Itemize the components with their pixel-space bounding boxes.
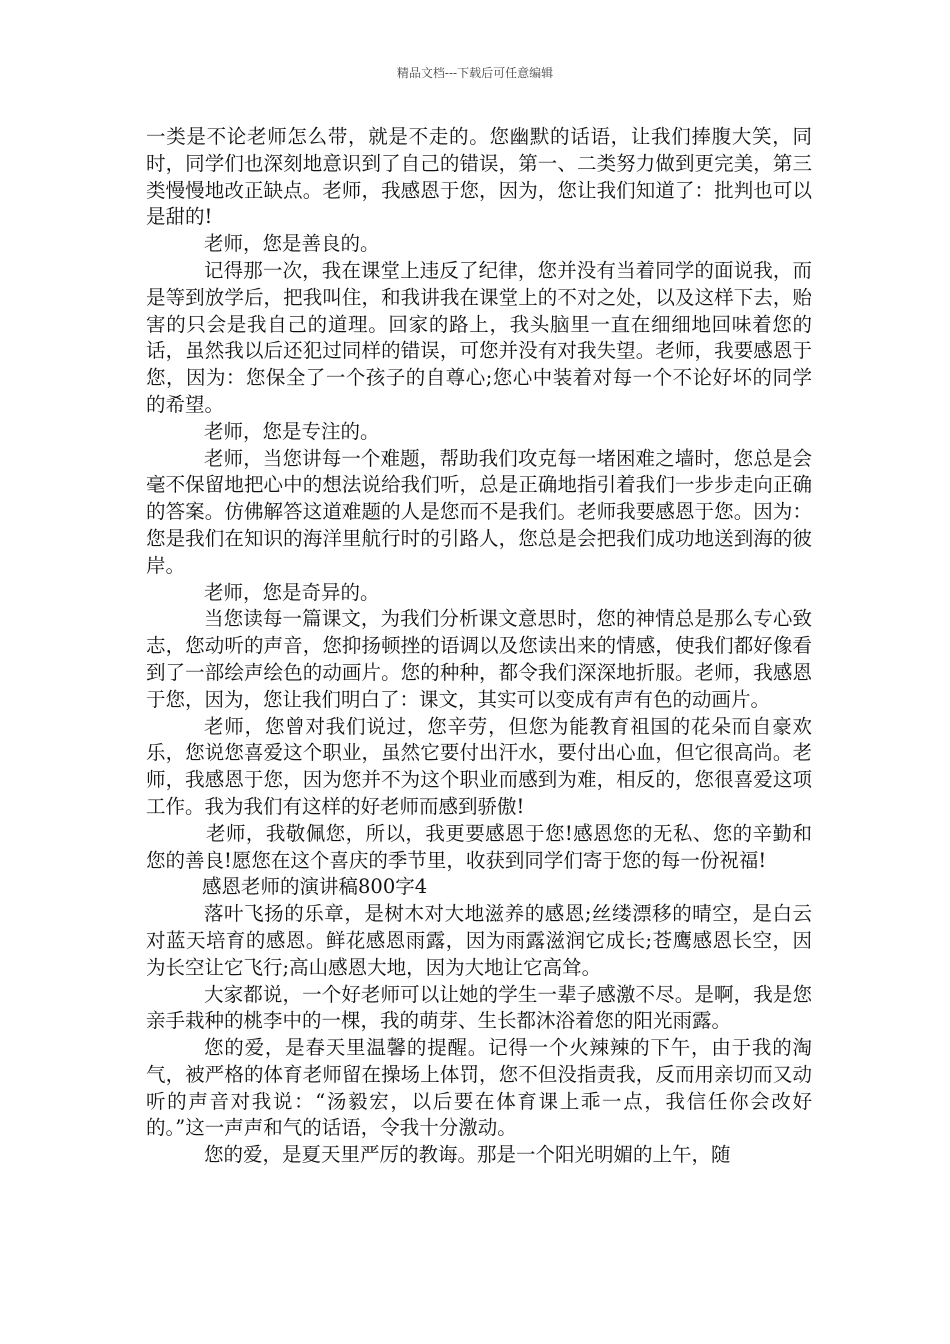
document-body <box>146 124 812 1169</box>
paragraph: 记得那一次，我在课堂上违反了纪律，您并没有当着同学的面说我，而是等到放学后，把我叫住，和我讲我在课堂上的不对之处，以及这样下去，贻害的只会是我自己的道理。回家的路上，我头脑里一直在细细地回味着您的话，虽然我以后还犯过同样的错误，可您并没有对我失望。老师，我要感恩于您，因为：您保全了一个孩子的自尊心;您心中装着对每一个不论好坏的同学的希望。 <box>146 258 812 416</box>
paragraph: 老师，您是奇异的。 <box>204 580 380 604</box>
paragraph: 老师，您是善良的。 <box>204 232 380 256</box>
paragraph: 老师，您曾对我们说过，您辛劳，但您为能教育祖国的花朵而自豪欢乐，您说您喜爱这个职业，虽然它要付出汗水，要付出心血，但它很高尚。老师，我感恩于您，因为您并不为这个职业而感到为难，相反的，您很喜爱这项工作。我为我们有这样的好老师而感到骄傲! <box>146 714 812 818</box>
paragraph: 落叶飞扬的乐章，是树木对大地滋养的感恩;丝缕漂移的晴空，是白云对蓝天培育的感恩。鲜花感恩雨露，因为雨露滋润它成长;苍鹰感恩长空，因为长空让它飞行;高山感恩大地，因为大地让它高耸。 <box>146 902 812 979</box>
paragraph: 老师，当您讲每一个难题，帮助我们攻克每一堵困难之墙时，您总是会毫不保留地把心中的想法说给我们听，总是正确地指引着我们一步步走向正确的答案。仿佛解答这道难题的人是您而不是我们。老师我要感恩于您。因为：您是我们在知识的海洋里航行时的引路人，您总是会把我们成功地送到海的彼岸。 <box>146 446 812 577</box>
page-header: 精品文档---下载后可任意编辑 <box>396 66 554 80</box>
paragraph: 您的爱，是春天里温馨的提醒。记得一个火辣辣的下午，由于我的淘气，被严格的体育老师留在操场上体罚，您不但没指责我，反而用亲切而又动听的声音对我说：“汤毅宏，以后要在体育课上乖一点，我信任你会改好的。”这一声声和气的话语，令我十分激动。 <box>146 1036 812 1140</box>
paragraph: 当您读每一篇课文，为我们分析课文意思时，您的神情总是那么专心致志，您动听的声音，您抑扬顿挫的语调以及您读出来的情感，使我们都好像看到了一部绘声绘色的动画片。您的种种，都令我们深深地折服。老师，我感恩于您，因为，您让我们明白了：课文，其实可以变成有声有色的动画片。 <box>146 607 812 711</box>
paragraph: 您的爱，是夏天里严厉的教诲。那是一个阳光明媚的上午，随 <box>204 1143 731 1167</box>
paragraph: 一类是不论老师怎么带，就是不走的。您幽默的话语，让我们捧腹大笑，同时，同学们也深刻地意识到了自己的错误，第一、二类努力做到更完美，第三类慢慢地改正缺点。老师，我感恩于您，因为，您让我们知道了：批判也可以是甜的! <box>146 125 812 229</box>
paragraph: 老师，我敬佩您，所以，我更要感恩于您!感恩您的无私、您的辛勤和您的善良!愿您在这个喜庆的季节里，收获到同学们寄于您的每一份祝福! <box>146 821 812 872</box>
paragraph: 老师，您是专注的。 <box>204 419 380 443</box>
section-heading: 感恩老师的演讲稿800字4 <box>202 875 428 899</box>
paragraph: 大家都说，一个好老师可以让她的学生一辈子感激不尽。是啊，我是您亲手栽种的桃李中的一棵，我的萌芽、生长都沐浴着您的阳光雨露。 <box>146 982 812 1033</box>
